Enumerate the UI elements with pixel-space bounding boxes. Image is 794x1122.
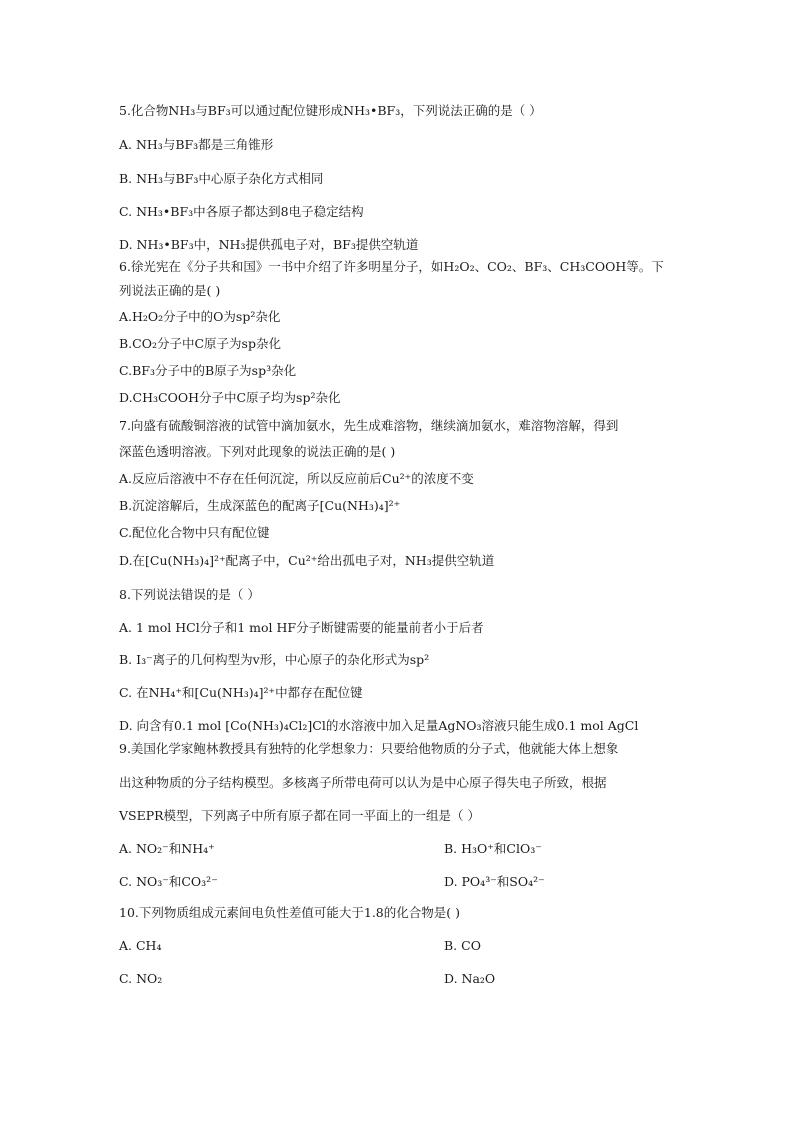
q9-option-a: A. NO₂⁻和NH₄⁺ [119,841,215,856]
q6-option-d: D.CH₃COOH分子中C原子均为sp²杂化 [119,390,341,405]
q6-stem-line1: 6.徐光宪在《分子共和国》一书中介绍了许多明星分子，如H₂O₂、CO₂、BF₃、CH₃COOH等。下 [119,259,664,274]
q10-option-c: C. NO₂ [119,971,163,986]
q8-option-d: D. 向含有0.1 mol [Co(NH₃)₄Cl₂]Cl的水溶液中加入足量AgNO₃溶液只能生成0.1 mol AgCl [119,718,639,733]
q8-option-b: B. I₃⁻离子的几何构型为v形，中心原子的杂化形式为sp² [119,652,430,667]
q9-option-b: B. H₃O⁺和ClO₃⁻ [444,841,542,856]
q10-option-d: D. Na₂O [444,971,496,986]
q7-option-b: B.沉淀溶解后，生成深蓝色的配离子[Cu(NH₃)₄]²⁺ [119,498,401,513]
q9-option-d: D. PO₄³⁻和SO₄²⁻ [444,874,545,889]
q7-stem-line1: 7.向盛有硫酸铜溶液的试管中滴加氨水，先生成难溶物，继续滴加氨水，难溶物溶解，得到 [119,418,619,433]
q7-option-a: A.反应后溶液中不存在任何沉淀，所以反应前后Cu²⁺的浓度不变 [119,471,474,486]
q9-stem-line2: 出这种物质的分子结构模型。多核离子所带电荷可以认为是中心原子得失电子所致，根据 [119,775,607,790]
q5-option-d: D. NH₃•BF₃中，NH₃提供孤电子对，BF₃提供空轨道 [119,237,419,252]
q10-option-b: B. CO [444,938,481,953]
q5-option-c: C. NH₃•BF₃中各原子都达到8电子稳定结构 [119,204,364,219]
q8-stem: 8.下列说法错误的是（ ） [119,587,260,602]
q6-option-c: C.BF₃分子中的B原子为sp³杂化 [119,363,297,378]
q9-stem-line3: VSEPR模型，下列离子中所有原子都在同一平面上的一组是（ ） [119,808,481,823]
q5-option-a: A. NH₃与BF₃都是三角锥形 [119,137,274,152]
q7-option-d: D.在[Cu(NH₃)₄]²⁺配离子中，Cu²⁺给出孤电子对，NH₃提供空轨道 [119,553,495,568]
q10-option-a: A. CH₄ [119,938,162,953]
q5-stem: 5.化合物NH₃与BF₃可以通过配位键形成NH₃•BF₃，下列说法正确的是（ ） [119,103,542,118]
q10-stem: 10.下列物质组成元素间电负性差值可能大于1.8的化合物是( ) [119,905,460,920]
q7-option-c: C.配位化合物中只有配位键 [119,525,270,540]
q9-option-c: C. NO₃⁻和CO₃²⁻ [119,874,218,889]
q6-option-a: A.H₂O₂分子中的O为sp²杂化 [119,309,281,324]
q6-option-b: B.CO₂分子中C原子为sp杂化 [119,336,281,351]
q6-stem-line2: 列说法正确的是( ) [119,283,221,298]
q5-option-b: B. NH₃与BF₃中心原子杂化方式相同 [119,171,324,186]
q8-option-a: A. 1 mol HCl分子和1 mol HF分子断键需要的能量前者小于后者 [119,620,484,635]
q7-stem-line2: 深蓝色透明溶液。下列对此现象的说法正确的是( ) [119,444,396,459]
q9-stem-line1: 9.美国化学家鲍林教授具有独特的化学想象力：只要给他物质的分子式，他就能大体上想象 [119,741,619,756]
q8-option-c: C. 在NH₄⁺和[Cu(NH₃)₄]²⁺中都存在配位键 [119,685,363,700]
